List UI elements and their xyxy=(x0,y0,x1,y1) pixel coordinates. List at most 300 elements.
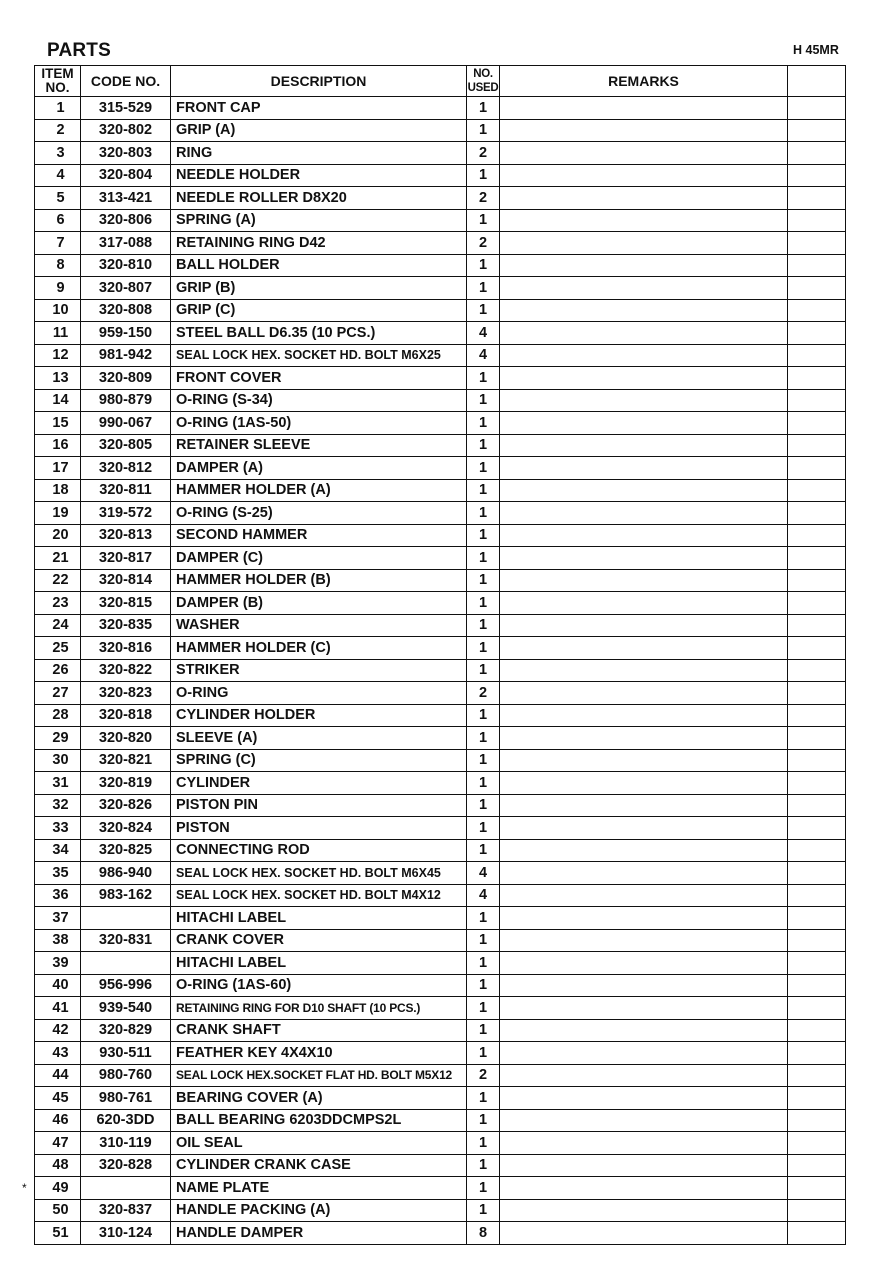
no-used-cell: 1 xyxy=(467,547,500,570)
description-cell: HANDLE DAMPER xyxy=(171,1222,467,1245)
remarks-cell xyxy=(500,1199,788,1222)
remarks-cell xyxy=(500,704,788,727)
remarks-cell xyxy=(500,952,788,975)
code-no-cell: 620-3DD xyxy=(81,1109,171,1132)
no-used-cell: 1 xyxy=(467,1154,500,1177)
model-number: H 45MR xyxy=(793,43,839,57)
no-used-cell: 2 xyxy=(467,142,500,165)
item-no-cell: 31 xyxy=(35,772,81,795)
extra-cell xyxy=(788,1109,846,1132)
remarks-cell xyxy=(500,479,788,502)
extra-cell xyxy=(788,119,846,142)
table-row xyxy=(35,1154,846,1177)
description-cell: SEAL LOCK HEX. SOCKET HD. BOLT M6X45 xyxy=(171,862,467,885)
table-row xyxy=(35,322,846,345)
item-no-cell: 51 xyxy=(35,1222,81,1245)
item-no-cell: 19 xyxy=(35,502,81,525)
description-cell: CYLINDER xyxy=(171,772,467,795)
remarks-cell xyxy=(500,637,788,660)
code-no-cell: 320-821 xyxy=(81,749,171,772)
no-used-cell: 1 xyxy=(467,592,500,615)
remarks-cell xyxy=(500,839,788,862)
table-row xyxy=(35,839,846,862)
table-row xyxy=(35,232,846,255)
code-no-cell: 320-822 xyxy=(81,659,171,682)
remarks-cell xyxy=(500,1042,788,1065)
no-used-cell: 1 xyxy=(467,974,500,997)
item-no-cell: 50 xyxy=(35,1199,81,1222)
description-cell: RING xyxy=(171,142,467,165)
no-used-cell: 1 xyxy=(467,119,500,142)
description-cell: CYLINDER CRANK CASE xyxy=(171,1154,467,1177)
remarks-cell xyxy=(500,389,788,412)
no-used-cell: 1 xyxy=(467,524,500,547)
extra-cell xyxy=(788,389,846,412)
table-row xyxy=(35,1222,846,1245)
no-used-cell: 1 xyxy=(467,412,500,435)
code-no-cell: 320-837 xyxy=(81,1199,171,1222)
table-row xyxy=(35,817,846,840)
table-row xyxy=(35,299,846,322)
no-used-cell: 1 xyxy=(467,1199,500,1222)
table-row xyxy=(35,727,846,750)
table-row xyxy=(35,344,846,367)
extra-cell xyxy=(788,277,846,300)
item-no-cell: 16 xyxy=(35,434,81,457)
extra-cell xyxy=(788,1087,846,1110)
remarks-cell xyxy=(500,119,788,142)
description-cell: RETAINING RING FOR D10 SHAFT (10 PCS.) xyxy=(171,997,467,1020)
item-no-cell: 5 xyxy=(35,187,81,210)
extra-cell xyxy=(788,1019,846,1042)
item-no-cell: 4 xyxy=(35,164,81,187)
header-code-no: CODE NO. xyxy=(81,66,171,97)
code-no-cell: 986-940 xyxy=(81,862,171,885)
remarks-cell xyxy=(500,1109,788,1132)
item-no-cell: 49 xyxy=(35,1177,81,1200)
remarks-cell xyxy=(500,524,788,547)
no-used-cell: 2 xyxy=(467,187,500,210)
item-no-cell: 32 xyxy=(35,794,81,817)
extra-cell xyxy=(788,97,846,120)
table-row xyxy=(35,772,846,795)
table-row xyxy=(35,659,846,682)
table-row xyxy=(35,884,846,907)
table-row xyxy=(35,1177,846,1200)
no-used-cell: 1 xyxy=(467,704,500,727)
description-cell: SECOND HAMMER xyxy=(171,524,467,547)
remarks-cell xyxy=(500,682,788,705)
no-used-cell: 1 xyxy=(467,1177,500,1200)
table-row xyxy=(35,974,846,997)
remarks-cell xyxy=(500,614,788,637)
description-cell: CRANK SHAFT xyxy=(171,1019,467,1042)
item-no-cell: 46 xyxy=(35,1109,81,1132)
code-no-cell: 320-823 xyxy=(81,682,171,705)
no-used-cell: 1 xyxy=(467,1132,500,1155)
remarks-cell xyxy=(500,187,788,210)
item-no-cell: 14 xyxy=(35,389,81,412)
no-used-cell: 1 xyxy=(467,614,500,637)
header-description: DESCRIPTION xyxy=(171,66,467,97)
description-cell: HANDLE PACKING (A) xyxy=(171,1199,467,1222)
description-cell: WASHER xyxy=(171,614,467,637)
item-no-cell: 47 xyxy=(35,1132,81,1155)
item-no-cell: 1 xyxy=(35,97,81,120)
table-row xyxy=(35,1132,846,1155)
remarks-cell xyxy=(500,974,788,997)
code-no-cell xyxy=(81,907,171,930)
extra-cell xyxy=(788,344,846,367)
description-cell: NEEDLE HOLDER xyxy=(171,164,467,187)
item-no-cell: 24 xyxy=(35,614,81,637)
remarks-cell xyxy=(500,727,788,750)
header-no-used xyxy=(467,66,500,97)
no-used-cell: 4 xyxy=(467,884,500,907)
code-no-cell: 983-162 xyxy=(81,884,171,907)
item-no-cell: 45 xyxy=(35,1087,81,1110)
code-no-cell: 956-996 xyxy=(81,974,171,997)
code-no-cell: 320-811 xyxy=(81,479,171,502)
no-used-cell: 1 xyxy=(467,502,500,525)
extra-cell xyxy=(788,862,846,885)
remarks-cell xyxy=(500,502,788,525)
no-used-cell: 1 xyxy=(467,367,500,390)
code-no-cell: 320-826 xyxy=(81,794,171,817)
remarks-cell xyxy=(500,929,788,952)
item-no-cell: 6 xyxy=(35,209,81,232)
table-row xyxy=(35,862,846,885)
header-item-line1: ITEM xyxy=(41,66,74,81)
item-no-cell: 38 xyxy=(35,929,81,952)
extra-cell xyxy=(788,457,846,480)
no-used-cell: 2 xyxy=(467,682,500,705)
code-no-cell xyxy=(81,1177,171,1200)
no-used-cell: 1 xyxy=(467,277,500,300)
no-used-cell: 1 xyxy=(467,389,500,412)
code-no-cell: 320-803 xyxy=(81,142,171,165)
description-cell: O-RING (1AS-50) xyxy=(171,412,467,435)
remarks-cell xyxy=(500,659,788,682)
item-no-cell: 21 xyxy=(35,547,81,570)
remarks-cell xyxy=(500,1064,788,1087)
extra-cell xyxy=(788,142,846,165)
description-cell: O-RING (1AS-60) xyxy=(171,974,467,997)
description-cell: SEAL LOCK HEX. SOCKET HD. BOLT M6X25 xyxy=(171,344,467,367)
description-cell: SEAL LOCK HEX. SOCKET HD. BOLT M4X12 xyxy=(171,884,467,907)
item-no-cell: 28 xyxy=(35,704,81,727)
description-cell: HAMMER HOLDER (B) xyxy=(171,569,467,592)
extra-cell xyxy=(788,502,846,525)
item-no-cell: 17 xyxy=(35,457,81,480)
description-cell: BEARING COVER (A) xyxy=(171,1087,467,1110)
code-no-cell: 980-761 xyxy=(81,1087,171,1110)
table-row xyxy=(35,907,846,930)
no-used-cell: 1 xyxy=(467,1042,500,1065)
description-cell: O-RING (S-25) xyxy=(171,502,467,525)
item-no-cell: 35 xyxy=(35,862,81,885)
remarks-cell xyxy=(500,277,788,300)
no-used-cell: 4 xyxy=(467,322,500,345)
code-no-cell: 980-879 xyxy=(81,389,171,412)
remarks-cell xyxy=(500,817,788,840)
remarks-cell xyxy=(500,457,788,480)
extra-cell xyxy=(788,1222,846,1245)
code-no-cell xyxy=(81,952,171,975)
extra-cell xyxy=(788,704,846,727)
code-no-cell: 320-812 xyxy=(81,457,171,480)
remarks-cell xyxy=(500,862,788,885)
extra-cell xyxy=(788,547,846,570)
extra-cell xyxy=(788,254,846,277)
no-used-cell: 1 xyxy=(467,254,500,277)
no-used-cell: 1 xyxy=(467,479,500,502)
extra-cell xyxy=(788,1177,846,1200)
item-no-cell: 48 xyxy=(35,1154,81,1177)
code-no-cell: 320-810 xyxy=(81,254,171,277)
parts-table-body xyxy=(35,97,846,1245)
extra-cell xyxy=(788,367,846,390)
description-cell: SPRING (C) xyxy=(171,749,467,772)
table-row xyxy=(35,569,846,592)
no-used-cell: 1 xyxy=(467,727,500,750)
code-no-cell: 320-825 xyxy=(81,839,171,862)
code-no-cell: 320-809 xyxy=(81,367,171,390)
item-no-cell: 8 xyxy=(35,254,81,277)
item-no-cell: 37 xyxy=(35,907,81,930)
no-used-cell: 2 xyxy=(467,1064,500,1087)
no-used-cell: 1 xyxy=(467,817,500,840)
extra-cell xyxy=(788,907,846,930)
description-cell: RETAINER SLEEVE xyxy=(171,434,467,457)
header-item-line2: NO. xyxy=(45,80,70,95)
item-no-cell: 15 xyxy=(35,412,81,435)
table-row xyxy=(35,389,846,412)
parts-table xyxy=(34,65,846,1245)
extra-cell xyxy=(788,164,846,187)
description-cell: SPRING (A) xyxy=(171,209,467,232)
remarks-cell xyxy=(500,1177,788,1200)
extra-cell xyxy=(788,299,846,322)
description-cell: CRANK COVER xyxy=(171,929,467,952)
remarks-cell xyxy=(500,997,788,1020)
remarks-cell xyxy=(500,907,788,930)
extra-cell xyxy=(788,749,846,772)
extra-cell xyxy=(788,592,846,615)
table-row xyxy=(35,1042,846,1065)
extra-cell xyxy=(788,322,846,345)
table-row xyxy=(35,704,846,727)
description-cell: SEAL LOCK HEX.SOCKET FLAT HD. BOLT M5X12 xyxy=(171,1064,467,1087)
header-item-no xyxy=(35,66,81,97)
description-cell: NEEDLE ROLLER D8X20 xyxy=(171,187,467,210)
remarks-cell xyxy=(500,1019,788,1042)
extra-cell xyxy=(788,412,846,435)
description-cell: HAMMER HOLDER (A) xyxy=(171,479,467,502)
extra-cell xyxy=(788,772,846,795)
remarks-cell xyxy=(500,749,788,772)
description-cell: SLEEVE (A) xyxy=(171,727,467,750)
code-no-cell: 320-819 xyxy=(81,772,171,795)
remarks-cell xyxy=(500,344,788,367)
remarks-cell xyxy=(500,367,788,390)
no-used-cell: 1 xyxy=(467,434,500,457)
code-no-cell: 317-088 xyxy=(81,232,171,255)
item-no-cell: 26 xyxy=(35,659,81,682)
remarks-cell xyxy=(500,547,788,570)
remarks-cell xyxy=(500,1132,788,1155)
no-used-cell: 4 xyxy=(467,344,500,367)
no-used-cell: 1 xyxy=(467,457,500,480)
item-no-cell: 40 xyxy=(35,974,81,997)
remarks-cell xyxy=(500,884,788,907)
item-no-cell: 9 xyxy=(35,277,81,300)
extra-cell xyxy=(788,794,846,817)
remarks-cell xyxy=(500,232,788,255)
extra-cell xyxy=(788,434,846,457)
remarks-cell xyxy=(500,412,788,435)
item-no-cell: 25 xyxy=(35,637,81,660)
table-row xyxy=(35,952,846,975)
description-cell: HAMMER HOLDER (C) xyxy=(171,637,467,660)
remarks-cell xyxy=(500,209,788,232)
no-used-cell: 1 xyxy=(467,772,500,795)
description-cell: STEEL BALL D6.35 (10 PCS.) xyxy=(171,322,467,345)
code-no-cell: 320-813 xyxy=(81,524,171,547)
remarks-cell xyxy=(500,254,788,277)
extra-cell xyxy=(788,524,846,547)
remarks-cell xyxy=(500,592,788,615)
no-used-cell: 1 xyxy=(467,929,500,952)
table-row xyxy=(35,277,846,300)
table-row xyxy=(35,524,846,547)
code-no-cell: 320-806 xyxy=(81,209,171,232)
table-row xyxy=(35,929,846,952)
code-no-cell: 313-421 xyxy=(81,187,171,210)
code-no-cell: 320-818 xyxy=(81,704,171,727)
description-cell: DAMPER (B) xyxy=(171,592,467,615)
extra-cell xyxy=(788,1199,846,1222)
header-extra xyxy=(788,66,846,97)
remarks-cell xyxy=(500,1087,788,1110)
description-cell: O-RING xyxy=(171,682,467,705)
code-no-cell: 959-150 xyxy=(81,322,171,345)
header-remarks: REMARKS xyxy=(500,66,788,97)
code-no-cell: 315-529 xyxy=(81,97,171,120)
code-no-cell: 320-815 xyxy=(81,592,171,615)
asterisk-mark: * xyxy=(22,1180,27,1195)
table-row xyxy=(35,1087,846,1110)
code-no-cell: 320-816 xyxy=(81,637,171,660)
code-no-cell: 320-824 xyxy=(81,817,171,840)
table-row xyxy=(35,614,846,637)
extra-cell xyxy=(788,479,846,502)
code-no-cell: 320-835 xyxy=(81,614,171,637)
no-used-cell: 1 xyxy=(467,97,500,120)
no-used-cell: 2 xyxy=(467,232,500,255)
header-used-line1: NO. xyxy=(473,68,493,80)
code-no-cell: 320-814 xyxy=(81,569,171,592)
item-no-cell: 27 xyxy=(35,682,81,705)
description-cell: GRIP (B) xyxy=(171,277,467,300)
code-no-cell: 310-119 xyxy=(81,1132,171,1155)
extra-cell xyxy=(788,569,846,592)
header-used-line2: USED xyxy=(467,82,499,94)
description-cell: PISTON PIN xyxy=(171,794,467,817)
description-cell: FRONT CAP xyxy=(171,97,467,120)
remarks-cell xyxy=(500,164,788,187)
extra-cell xyxy=(788,637,846,660)
no-used-cell: 1 xyxy=(467,907,500,930)
no-used-cell: 1 xyxy=(467,164,500,187)
table-row xyxy=(35,367,846,390)
description-cell: PISTON xyxy=(171,817,467,840)
item-no-cell: 42 xyxy=(35,1019,81,1042)
extra-cell xyxy=(788,232,846,255)
item-no-cell: 3 xyxy=(35,142,81,165)
no-used-cell: 1 xyxy=(467,1019,500,1042)
extra-cell xyxy=(788,817,846,840)
item-no-cell: 13 xyxy=(35,367,81,390)
table-row xyxy=(35,434,846,457)
item-no-cell: 43 xyxy=(35,1042,81,1065)
table-row xyxy=(35,142,846,165)
no-used-cell: 1 xyxy=(467,569,500,592)
table-row xyxy=(35,1064,846,1087)
description-cell: RETAINING RING D42 xyxy=(171,232,467,255)
description-cell: GRIP (A) xyxy=(171,119,467,142)
extra-cell xyxy=(788,682,846,705)
extra-cell xyxy=(788,839,846,862)
remarks-cell xyxy=(500,322,788,345)
item-no-cell: 33 xyxy=(35,817,81,840)
item-no-cell: 30 xyxy=(35,749,81,772)
code-no-cell: 981-942 xyxy=(81,344,171,367)
table-row xyxy=(35,682,846,705)
item-no-cell: 2 xyxy=(35,119,81,142)
remarks-cell xyxy=(500,772,788,795)
code-no-cell: 320-804 xyxy=(81,164,171,187)
description-cell: CONNECTING ROD xyxy=(171,839,467,862)
extra-cell xyxy=(788,929,846,952)
table-header-row xyxy=(35,66,846,97)
extra-cell xyxy=(788,659,846,682)
code-no-cell: 320-808 xyxy=(81,299,171,322)
no-used-cell: 1 xyxy=(467,659,500,682)
item-no-cell: 29 xyxy=(35,727,81,750)
table-row xyxy=(35,119,846,142)
remarks-cell xyxy=(500,142,788,165)
table-row xyxy=(35,997,846,1020)
no-used-cell: 1 xyxy=(467,749,500,772)
code-no-cell: 930-511 xyxy=(81,1042,171,1065)
description-cell: BALL BEARING 6203DDCMPS2L xyxy=(171,1109,467,1132)
item-no-cell: 18 xyxy=(35,479,81,502)
extra-cell xyxy=(788,1154,846,1177)
table-row xyxy=(35,164,846,187)
remarks-cell xyxy=(500,1222,788,1245)
extra-cell xyxy=(788,1064,846,1087)
code-no-cell: 320-805 xyxy=(81,434,171,457)
no-used-cell: 4 xyxy=(467,862,500,885)
table-row xyxy=(35,749,846,772)
item-no-cell: 44 xyxy=(35,1064,81,1087)
code-no-cell: 320-831 xyxy=(81,929,171,952)
item-no-cell: 23 xyxy=(35,592,81,615)
item-no-cell: 11 xyxy=(35,322,81,345)
table-row xyxy=(35,1199,846,1222)
item-no-cell: 22 xyxy=(35,569,81,592)
